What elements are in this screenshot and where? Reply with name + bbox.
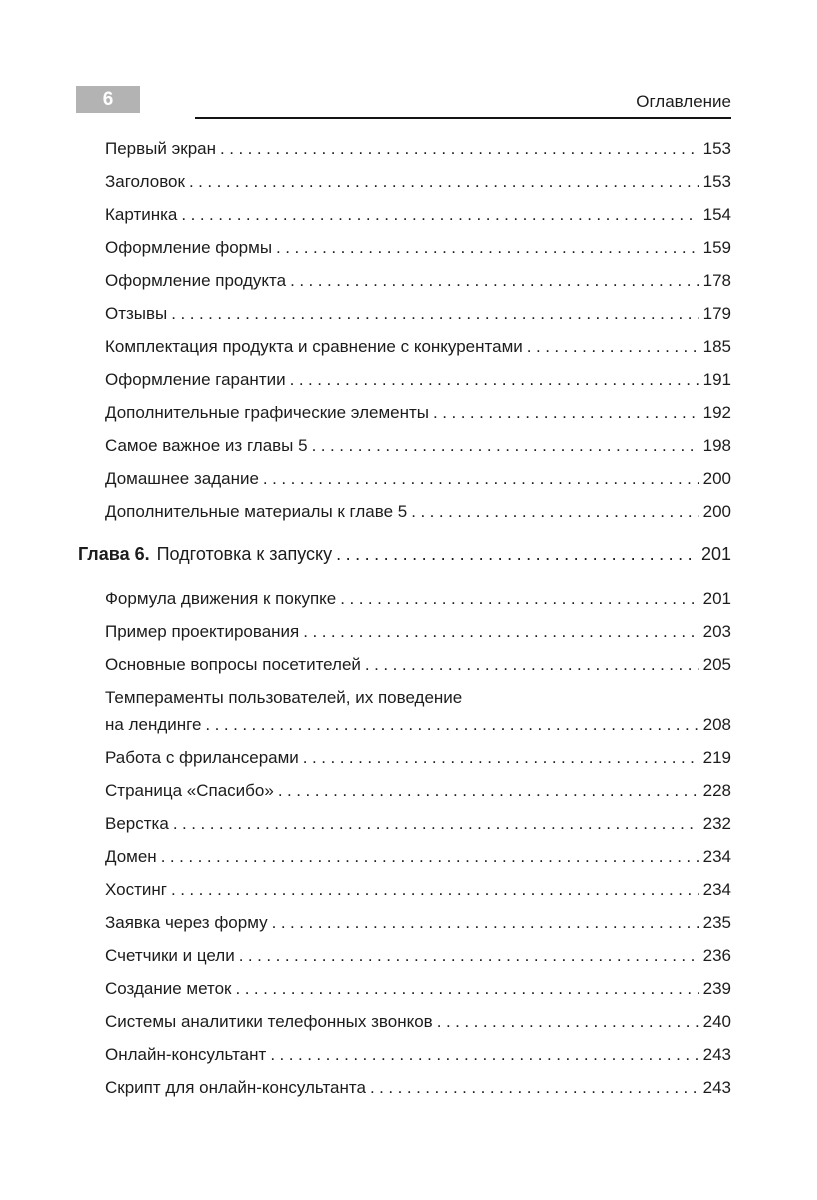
toc-section-1 <box>105 139 731 521</box>
toc-entry-title: Дополнительные графические элементы <box>105 403 430 422</box>
toc-entry-page: 154 <box>702 205 731 224</box>
toc-entry-title: Дополнительные материалы к главе 5 <box>105 502 408 521</box>
dot-leader <box>270 1045 698 1064</box>
toc-entry <box>105 1078 731 1097</box>
toc-entry-title: Страница «Спасибо» <box>105 781 274 800</box>
toc-entry-page: 159 <box>702 238 731 257</box>
toc-section-2 <box>105 589 731 1097</box>
toc-entry-title: Домен <box>105 847 157 866</box>
toc-entry-title: Оформление продукта <box>105 271 287 290</box>
dot-leader <box>181 205 698 224</box>
table-of-contents <box>78 139 731 1097</box>
toc-entry-title: Верстка <box>105 814 169 833</box>
toc-entry-title: Первый экран <box>105 139 217 158</box>
toc-entry <box>105 589 731 608</box>
dot-leader <box>239 946 699 965</box>
toc-entry-title: Основные вопросы посетителей <box>105 655 361 674</box>
chapter-label: Глава 6. <box>78 544 150 564</box>
toc-entry-page: 178 <box>702 271 731 290</box>
toc-entry-title: Домашнее задание <box>105 469 259 488</box>
toc-entry-page: 239 <box>702 979 731 998</box>
toc-entry-page: 200 <box>702 469 731 488</box>
toc-entry <box>105 781 731 800</box>
dot-leader <box>171 880 699 899</box>
toc-entry-page: 243 <box>702 1078 731 1097</box>
toc-entry <box>105 403 731 422</box>
dot-leader <box>290 271 699 290</box>
toc-entry <box>105 1045 731 1064</box>
toc-entry-title: Системы аналитики телефонных звонков <box>105 1012 433 1031</box>
toc-entry-title: Счетчики и цели <box>105 946 235 965</box>
toc-entry-title: Формула движения к покупке <box>105 589 337 608</box>
toc-entry-title: Скрипт для онлайн-консультанта <box>105 1078 366 1097</box>
dot-leader <box>365 655 699 674</box>
dot-leader <box>370 1078 699 1097</box>
toc-entry <box>105 502 731 521</box>
toc-entry-page: 234 <box>702 880 731 899</box>
toc-entry-page: 153 <box>702 139 731 158</box>
dot-leader <box>527 337 699 356</box>
dot-leader <box>171 304 698 323</box>
page-number-box <box>76 86 140 113</box>
dot-leader <box>276 238 699 257</box>
toc-entry <box>105 469 731 488</box>
toc-entry-page: 203 <box>702 622 731 641</box>
toc-entry <box>105 172 731 191</box>
toc-entry-title: Пример проектирования <box>105 622 300 641</box>
dot-leader <box>312 436 699 455</box>
toc-entry <box>105 847 731 866</box>
toc-entry-title: Создание меток <box>105 979 232 998</box>
toc-entry-page: 192 <box>702 403 731 422</box>
toc-entry <box>105 304 731 323</box>
dot-leader <box>411 502 698 521</box>
toc-entry-title: Оформление гарантии <box>105 370 286 389</box>
toc-entry-page: 185 <box>702 337 731 356</box>
dot-leader <box>263 469 699 488</box>
toc-entry-title: Заявка через форму <box>105 913 268 932</box>
toc-entry-first-line: Темпераменты пользователей, их поведение <box>105 688 463 707</box>
dot-leader <box>437 1012 699 1031</box>
dot-leader <box>161 847 699 866</box>
dot-leader <box>205 715 698 734</box>
chapter-page: 201 <box>700 544 731 564</box>
toc-entry <box>105 880 731 899</box>
toc-entry-page: 240 <box>702 1012 731 1031</box>
toc-entry <box>105 979 731 998</box>
toc-entry-page: 200 <box>702 502 731 521</box>
page-number: 6 <box>102 89 114 110</box>
toc-entry-page: 235 <box>702 913 731 932</box>
dot-leader <box>336 543 697 565</box>
toc-entry-page: 232 <box>702 814 731 833</box>
dot-leader <box>220 139 699 158</box>
toc-entry-title: Работа с фрилансерами <box>105 748 299 767</box>
toc-entry-page: 208 <box>702 715 731 734</box>
toc-entry-page: 243 <box>702 1045 731 1064</box>
toc-entry-page: 219 <box>702 748 731 767</box>
toc-entry <box>105 139 731 158</box>
toc-entry <box>105 946 731 965</box>
toc-entry-page: 191 <box>702 370 731 389</box>
dot-leader <box>303 622 698 641</box>
toc-entry <box>105 715 731 734</box>
dot-leader <box>173 814 699 833</box>
toc-entry-title: Самое важное из главы 5 <box>105 436 308 455</box>
toc-entry <box>105 1012 731 1031</box>
dot-leader <box>235 979 698 998</box>
toc-entry <box>105 370 731 389</box>
header-rule <box>195 117 731 119</box>
page-header <box>76 86 731 114</box>
toc-entry-title: Картинка <box>105 205 178 224</box>
toc-entry-title: Онлайн-консультант <box>105 1045 267 1064</box>
toc-entry-page: 228 <box>702 781 731 800</box>
dot-leader <box>272 913 699 932</box>
toc-entry <box>105 271 731 290</box>
toc-entry-title: Оформление формы <box>105 238 273 257</box>
toc-entry <box>105 205 731 224</box>
toc-entry-page: 201 <box>702 589 731 608</box>
header-title: Оглавление <box>636 92 731 111</box>
toc-entry-title: Комплектация продукта и сравнение с конкурентами <box>105 337 523 356</box>
dot-leader <box>433 403 699 422</box>
chapter-row <box>78 543 731 565</box>
chapter-title: Подготовка к запуску <box>156 544 333 564</box>
toc-entry <box>105 655 731 674</box>
dot-leader <box>278 781 699 800</box>
toc-entry-page: 234 <box>702 847 731 866</box>
toc-entry-page: 198 <box>702 436 731 455</box>
toc-entry <box>105 238 731 257</box>
dot-leader <box>340 589 698 608</box>
toc-entry <box>105 814 731 833</box>
toc-entry-page: 153 <box>702 172 731 191</box>
toc-entry <box>105 436 731 455</box>
toc-entry-page: 205 <box>702 655 731 674</box>
toc-entry-page: 179 <box>702 304 731 323</box>
toc-entry <box>105 748 731 767</box>
toc-entry <box>105 622 731 641</box>
toc-entry <box>105 913 731 932</box>
toc-entry-title: на лендинге <box>105 715 202 734</box>
toc-entry <box>105 337 731 356</box>
toc-entry-title: Хостинг <box>105 880 167 899</box>
dot-leader <box>303 748 699 767</box>
toc-entry-title: Заголовок <box>105 172 185 191</box>
dot-leader <box>290 370 699 389</box>
toc-entry-page: 236 <box>702 946 731 965</box>
dot-leader <box>189 172 699 191</box>
toc-entry-title: Отзывы <box>105 304 168 323</box>
